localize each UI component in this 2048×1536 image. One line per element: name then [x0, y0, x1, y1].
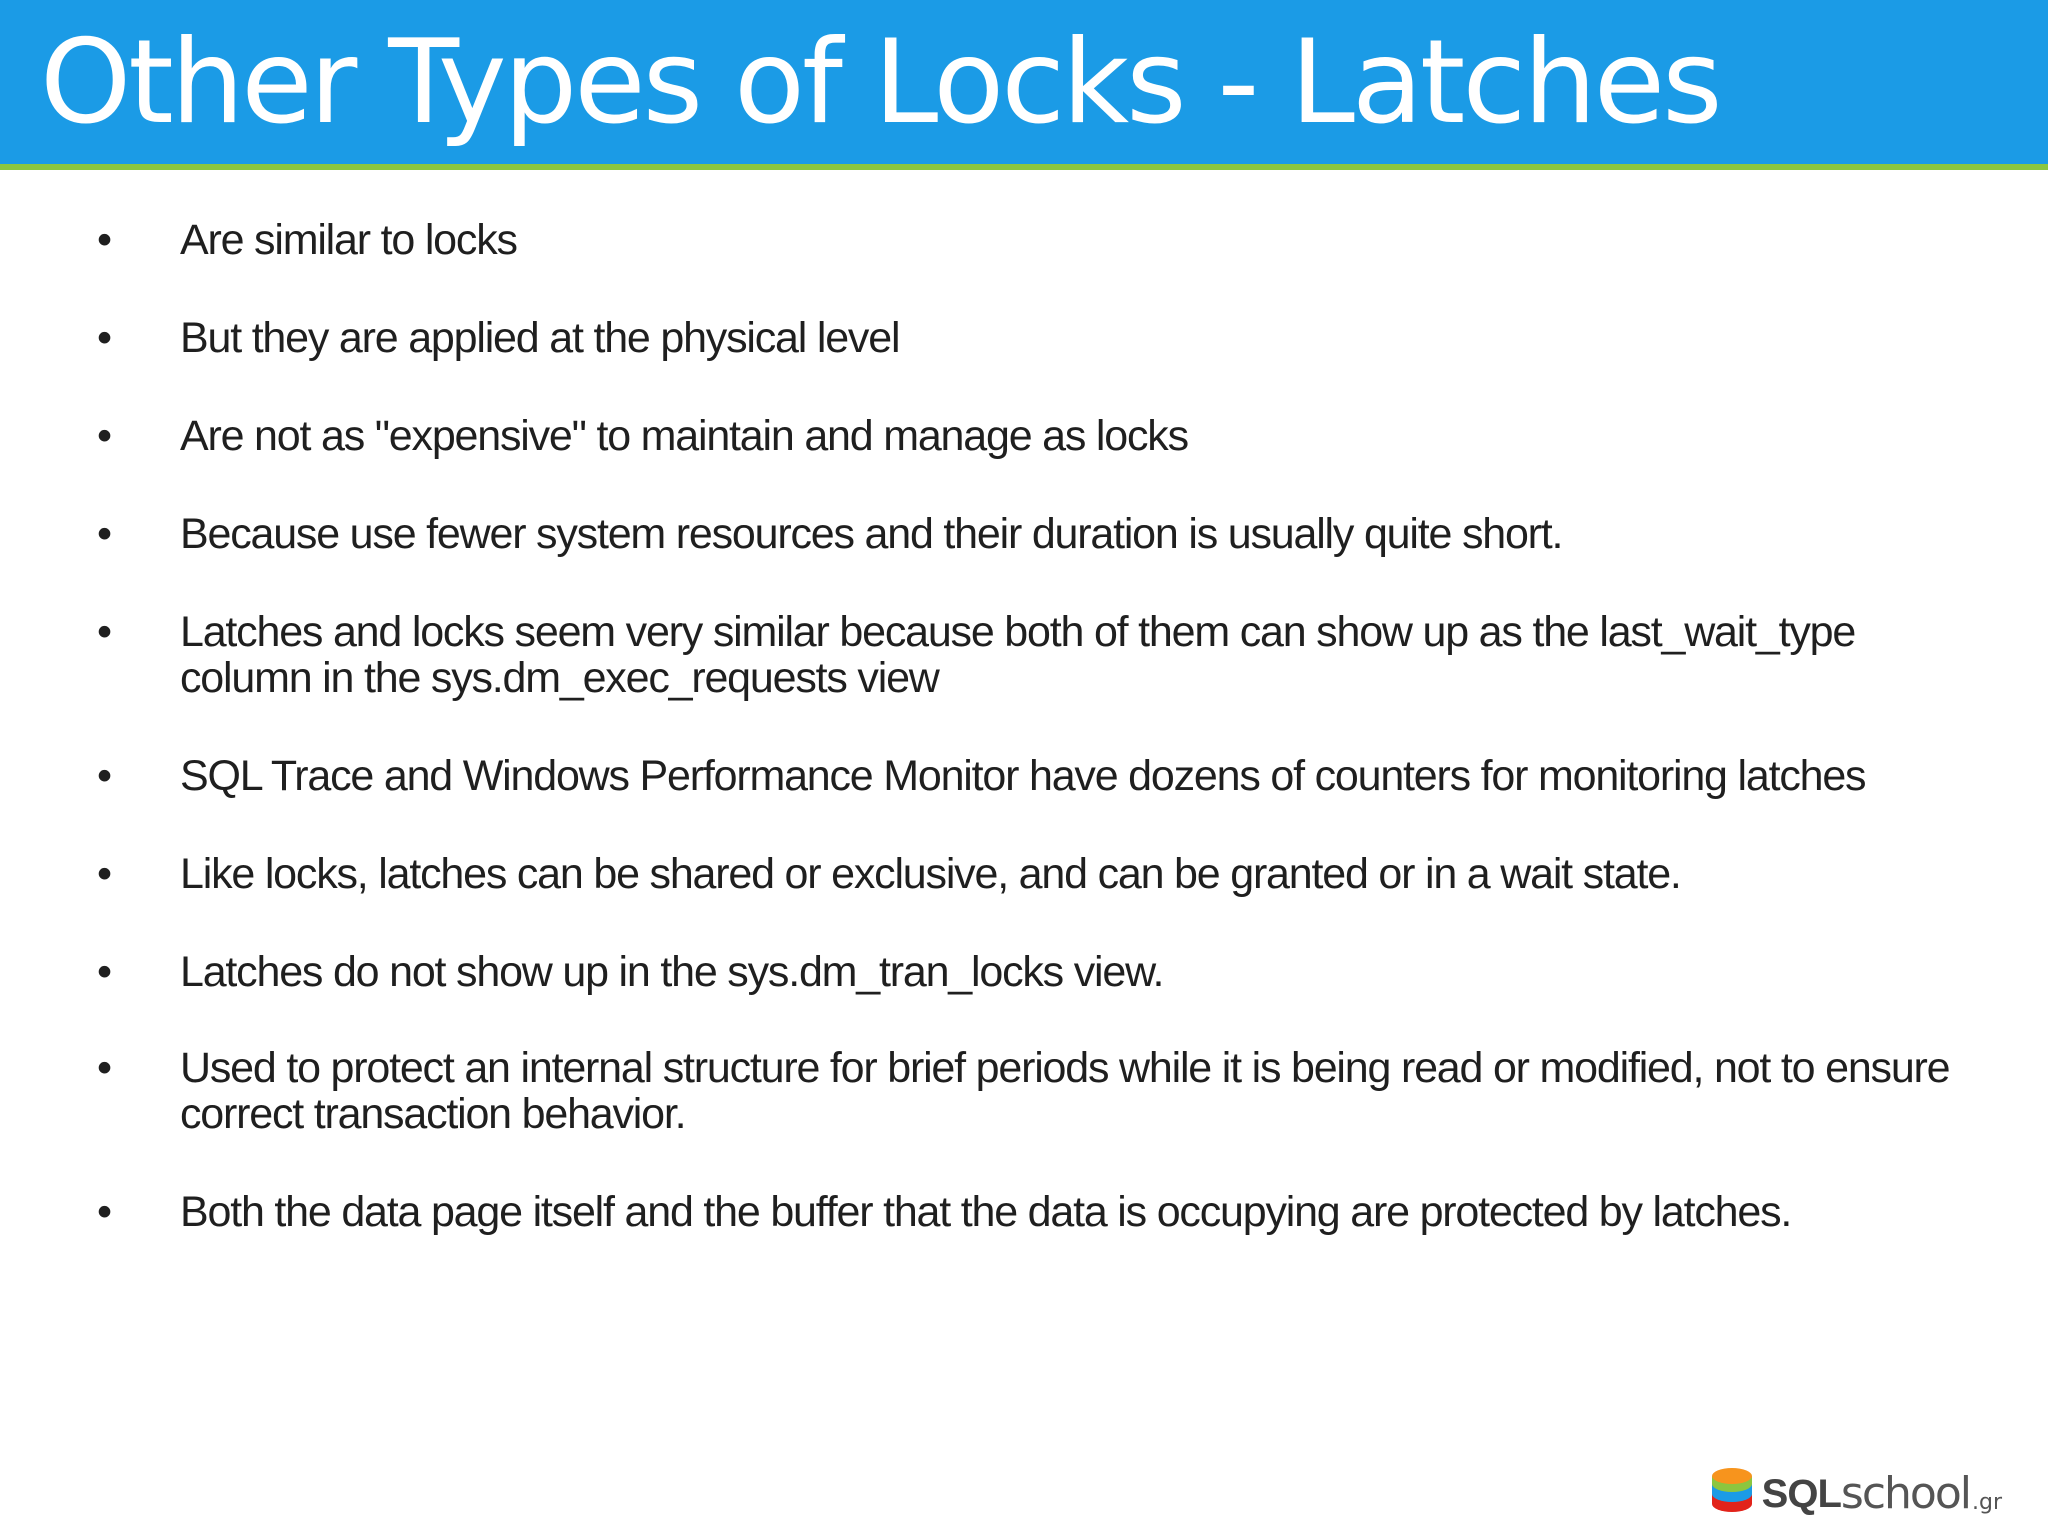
bullet-marker: • — [97, 608, 111, 656]
bullet-marker: • — [97, 216, 111, 264]
logo-domain-text: .gr — [1971, 1490, 2002, 1515]
bullet-text: Because use fewer system resources and their duration is usually quite short. — [180, 510, 1563, 558]
slide-title: Other Types of Locks - Latches — [40, 15, 1720, 150]
bullet-text: Used to protect an internal structure for brief periods while it is being read or modified, not to ensure correct transaction behavior. — [180, 1044, 1950, 1138]
bullet-marker: • — [97, 948, 111, 996]
bullet-marker: • — [97, 1188, 111, 1236]
bullet-marker: • — [97, 412, 111, 460]
logo-school-text: school — [1840, 1468, 1970, 1519]
database-stack-icon — [1710, 1464, 1754, 1514]
bullet-marker: • — [97, 510, 111, 558]
bullet-marker: • — [97, 1044, 111, 1092]
bullet-text: Latches and locks seem very similar because both of them can show up as the last_wait_type column in the sys.dm_exec_requests view — [180, 608, 1856, 702]
bullet-marker: • — [97, 850, 111, 898]
bullet-marker: • — [97, 752, 111, 800]
logo-sql-text: SQL — [1761, 1472, 1841, 1516]
bullet-text: Are not as "expensive" to maintain and manage as locks — [180, 412, 1188, 460]
bullet-text: Latches do not show up in the sys.dm_tran_locks view. — [180, 948, 1164, 996]
bullet-text: But they are applied at the physical level — [180, 314, 900, 362]
bullet-text: Are similar to locks — [180, 216, 517, 264]
bullet-text: Like locks, latches can be shared or exclusive, and can be granted or in a wait state. — [180, 850, 1681, 898]
sqlschool-logo — [1710, 1460, 2002, 1519]
bullet-text: Both the data page itself and the buffer that the data is occupying are protected by latches. — [180, 1188, 1792, 1236]
bullet-marker: • — [97, 314, 111, 362]
bullet-text: SQL Trace and Windows Performance Monitor have dozens of counters for monitoring latches — [180, 752, 1866, 800]
